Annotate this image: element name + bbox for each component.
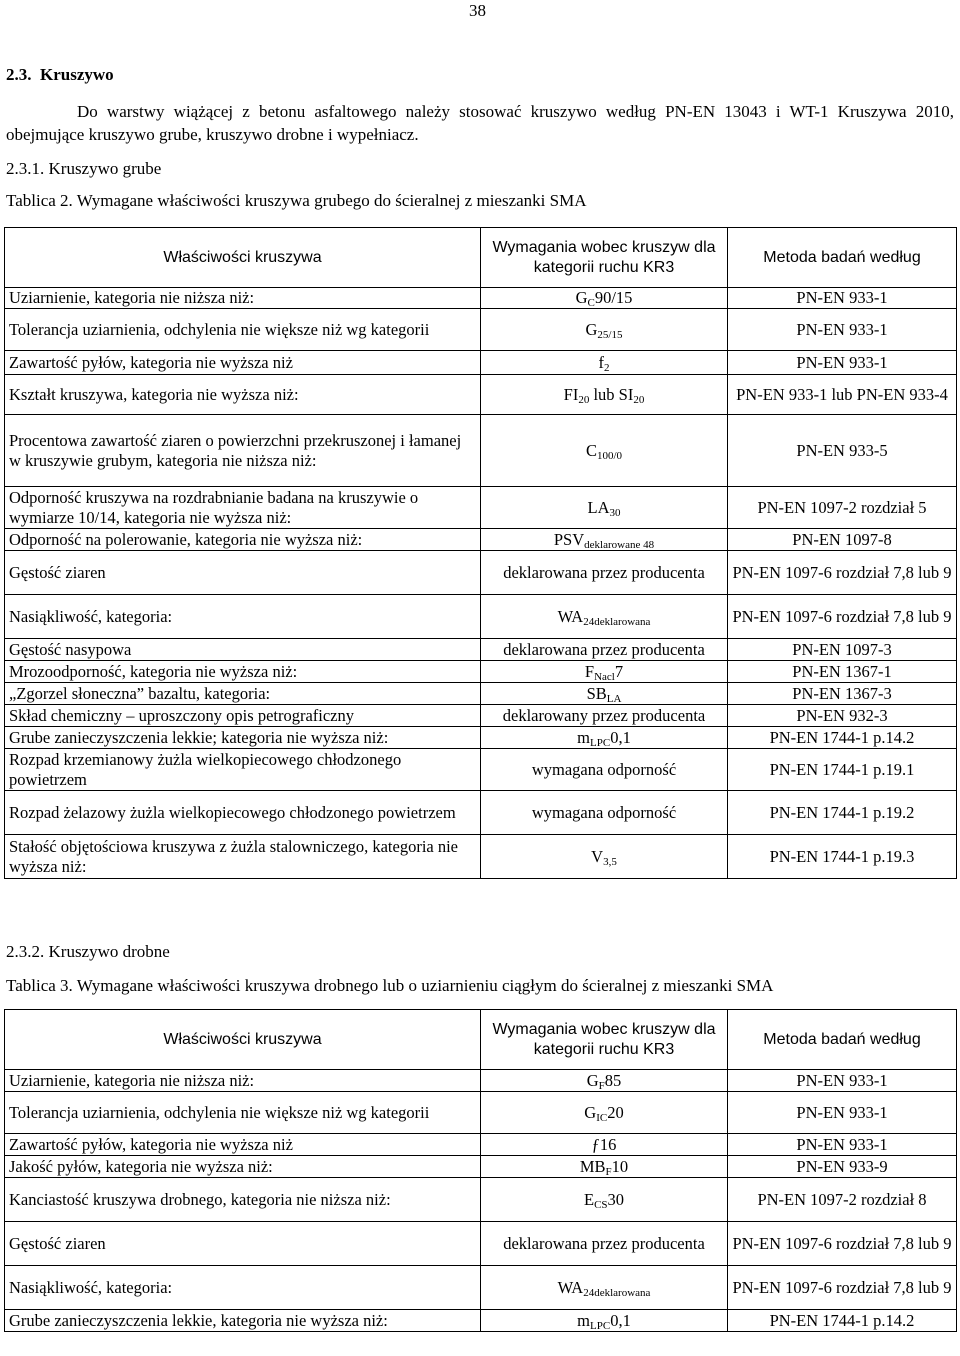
requirement-req-main: deklarowana przez producenta (503, 1233, 705, 1253)
method-cell: PN-EN 933-5 (728, 415, 957, 487)
table-row (5, 309, 957, 351)
requirement-cell (481, 375, 728, 415)
requirement-req-tail: 0,1 (610, 727, 631, 747)
requirement-cell (481, 705, 728, 727)
requirement-req-main: LA (587, 497, 610, 517)
requirement-req-sub: 20 (578, 393, 590, 406)
requirement-req-sub: LPC (590, 736, 611, 749)
requirement-req-sub: 30 (609, 506, 621, 519)
table-row (5, 375, 957, 415)
subsection-fine-heading (6, 941, 170, 963)
table-row (5, 1310, 957, 1332)
method-cell: PN-EN 1097-2 rozdział 5 (728, 487, 957, 529)
property-cell: Gęstość ziaren (5, 551, 481, 595)
method-cell: PN-EN 932-3 (728, 705, 957, 727)
requirement-cell (481, 551, 728, 595)
method-cell: PN-EN 1097-6 rozdział 7,8 lub 9 (728, 551, 957, 595)
table-row (5, 487, 957, 529)
requirement-cell (481, 1156, 728, 1178)
table-3-caption: Tablica 3. Wymagane właściwości kruszywa drobnego lub o uziarnieniu ciągłym do ścieralnej z mieszanki SMA (6, 976, 774, 995)
property-cell: „Zgorzel słoneczna” bazaltu, kategoria: (5, 683, 481, 705)
requirement-req-sub2: 20 (633, 393, 645, 406)
section-number: 2.3. (6, 65, 32, 84)
property-cell: Stałość objętościowa kruszywa z żużla stalowniczego, kategoria nie wyższa niż: (5, 835, 481, 879)
table-row (5, 1092, 957, 1134)
property-cell: Uziarnienie, kategoria nie niższa niż: (5, 288, 481, 309)
requirement-req-sub: IC (596, 1111, 608, 1124)
table-row (5, 1266, 957, 1310)
requirement-req-main: G (584, 1102, 597, 1122)
property-cell: Tolerancja uziarnienia, odchylenia nie większe niż wg kategorii (5, 309, 481, 351)
header-method: Metoda badań według (728, 1010, 957, 1070)
coarse-aggregate-table (4, 227, 957, 879)
requirement-req-main: deklarowana przez producenta (503, 562, 705, 582)
header-requirement: Wymagania wobec kruszyw dla kategorii ruchu KR3 (481, 1010, 728, 1070)
requirement-req-main: deklarowana przez producenta (503, 639, 705, 659)
table-row (5, 1156, 957, 1178)
requirement-req-main: ƒ16 (591, 1134, 617, 1154)
requirement-req-sub: F (598, 1079, 605, 1092)
subsection-number: 2.3.1. (6, 159, 45, 178)
method-cell: PN-EN 933-9 (728, 1156, 957, 1178)
requirement-req-sub: 100/0 (596, 449, 623, 462)
table-row (5, 727, 957, 749)
property-cell: Procentowa zawartość ziaren o powierzchni przekruszonej i łamanej w kruszywie grubym, kategoria nie niższa niż: (5, 415, 481, 487)
property-cell: Skład chemiczny – uproszczony opis petrograficzny (5, 705, 481, 727)
method-cell: PN-EN 1097-2 rozdział 8 (728, 1178, 957, 1222)
method-cell: PN-EN 933-1 (728, 1070, 957, 1092)
requirement-req-sub: Nacl (594, 670, 615, 683)
requirement-req-main: m (577, 727, 591, 747)
requirement-req-main: G (586, 1070, 599, 1090)
requirement-req-main: WA (557, 606, 584, 626)
requirement-req-tail: 0,1 (610, 1310, 631, 1330)
requirement-req-tail: 85 (604, 1070, 622, 1090)
method-cell: PN-EN 1744-1 p.14.2 (728, 727, 957, 749)
table-row (5, 705, 957, 727)
table-row (5, 791, 957, 835)
requirement-req-tail: lub SI (589, 384, 634, 404)
property-cell: Odporność na polerowanie, kategoria nie wyższa niż: (5, 529, 481, 551)
requirement-req-tail: 30 (607, 1189, 625, 1209)
requirement-cell (481, 749, 728, 791)
section-title: Kruszywo (40, 65, 114, 84)
header-requirement: Wymagania wobec kruszyw dla kategorii ruchu KR3 (481, 228, 728, 288)
method-cell: PN-EN 933-1 lub PN-EN 933-4 (728, 375, 957, 415)
method-cell: PN-EN 1367-3 (728, 683, 957, 705)
requirement-cell (481, 1266, 728, 1310)
requirement-req-main: FI (563, 384, 579, 404)
requirement-req-main: PSV (553, 529, 585, 549)
method-cell: PN-EN 1097-3 (728, 639, 957, 661)
requirement-req-main: G (575, 288, 588, 307)
table-row (5, 1134, 957, 1156)
property-cell: Zawartość pyłów, kategoria nie wyższa niż (5, 1134, 481, 1156)
requirement-cell (481, 487, 728, 529)
table-row (5, 415, 957, 487)
fine-aggregate-table (4, 1009, 957, 1332)
table-row (5, 1070, 957, 1092)
requirement-req-sub: C (587, 297, 595, 309)
property-cell: Gęstość nasypowa (5, 639, 481, 661)
table-row (5, 595, 957, 639)
property-cell: Kształt kruszywa, kategoria nie wyższa niż: (5, 375, 481, 415)
page-number: 38 (469, 1, 486, 20)
requirement-cell (481, 595, 728, 639)
requirement-req-main: V (591, 846, 604, 866)
method-cell: PN-EN 1744-1 p.19.2 (728, 791, 957, 835)
subsection-coarse-heading (6, 158, 161, 180)
table-row (5, 661, 957, 683)
requirement-cell (481, 1310, 728, 1332)
requirement-req-sub: CS (594, 1198, 608, 1211)
method-cell: PN-EN 933-1 (728, 1134, 957, 1156)
property-cell: Kanciastość kruszywa drobnego, kategoria nie niższa niż: (5, 1178, 481, 1222)
requirement-req-sub: deklarowane 48 (584, 538, 655, 551)
table-row (5, 529, 957, 551)
method-cell: PN-EN 1744-1 p.14.2 (728, 1310, 957, 1332)
requirement-cell (481, 351, 728, 375)
requirement-cell (481, 1178, 728, 1222)
property-cell: Grube zanieczyszczenia lekkie, kategoria nie wyższa niż: (5, 1310, 481, 1332)
requirement-req-sub: 3,5 (603, 855, 617, 868)
table-row (5, 1178, 957, 1222)
property-cell: Zawartość pyłów, kategoria nie wyższa niż (5, 351, 481, 375)
table-2-caption: Tablica 2. Wymagane właściwości kruszywa grubego do ścieralnej z mieszanki SMA (6, 191, 587, 210)
requirement-cell (481, 309, 728, 351)
requirement-req-tail: 20 (607, 1102, 624, 1122)
subsection-title: Kruszywo drobne (48, 942, 170, 961)
method-cell: PN-EN 1097-6 rozdział 7,8 lub 9 (728, 1266, 957, 1310)
intro-paragraph: Do warstwy wiążącej z betonu asfaltowego należy stosować kruszywo według PN-EN 13043 i WT-1 Kruszywa 2010, obejmujące kruszywo grube, kruszywo drobne i wypełniacz. (6, 102, 954, 144)
header-method: Metoda badań według (728, 228, 957, 288)
requirement-req-main: F (584, 661, 595, 681)
table-row (5, 351, 957, 375)
header-property: Właściwości kruszywa (5, 228, 481, 288)
property-cell: Mrozoodporność, kategoria nie wyższa niż: (5, 661, 481, 683)
requirement-cell (481, 639, 728, 661)
table-row (5, 1222, 957, 1266)
requirement-req-sub: 25/15 (597, 328, 623, 341)
requirement-req-sub: LA (606, 692, 622, 705)
section-heading (6, 64, 114, 86)
requirement-cell (481, 415, 728, 487)
requirement-cell (481, 1092, 728, 1134)
requirement-req-main: SB (586, 683, 607, 703)
requirement-cell (481, 835, 728, 879)
table-row (5, 683, 957, 705)
property-cell: Jakość pyłów, kategoria nie wyższa niż: (5, 1156, 481, 1178)
requirement-req-sub: 2 (604, 361, 610, 374)
requirement-req-main: MB (579, 1156, 606, 1176)
requirement-cell (481, 1070, 728, 1092)
requirement-cell (481, 1222, 728, 1266)
method-cell: PN-EN 1367-1 (728, 661, 957, 683)
requirement-req-sub: F (605, 1165, 612, 1178)
method-cell: PN-EN 1097-6 rozdział 7,8 lub 9 (728, 595, 957, 639)
requirement-req-tail: 10 (611, 1156, 629, 1176)
table-row (5, 835, 957, 879)
method-cell: PN-EN 933-1 (728, 351, 957, 375)
property-cell: Nasiąkliwość, kategoria: (5, 1266, 481, 1310)
method-cell: PN-EN 933-1 (728, 288, 957, 309)
requirement-req-main: m (577, 1310, 591, 1330)
method-cell: PN-EN 933-1 (728, 1092, 957, 1134)
property-cell: Grube zanieczyszczenia lekkie; kategoria nie wyższa niż: (5, 727, 481, 749)
subsection-title: Kruszywo grube (48, 159, 162, 178)
requirement-req-main: E (583, 1189, 595, 1209)
requirement-cell (481, 288, 728, 309)
requirement-req-main: C (585, 440, 597, 460)
requirement-cell (481, 661, 728, 683)
requirement-cell (481, 529, 728, 551)
requirement-req-main: WA (557, 1277, 584, 1297)
requirement-req-sub: 24deklarowana (583, 615, 651, 628)
method-cell: PN-EN 1097-6 rozdział 7,8 lub 9 (728, 1222, 957, 1266)
table-row (5, 551, 957, 595)
method-cell: PN-EN 1744-1 p.19.3 (728, 835, 957, 879)
method-cell: PN-EN 1744-1 p.19.1 (728, 749, 957, 791)
property-cell: Gęstość ziaren (5, 1222, 481, 1266)
requirement-req-tail: 7 (614, 661, 624, 681)
subsection-number: 2.3.2. (6, 942, 45, 961)
method-cell: PN-EN 933-1 (728, 309, 957, 351)
table-row (5, 639, 957, 661)
requirement-req-tail: 90/15 (594, 288, 633, 307)
requirement-req-sub: 24deklarowana (583, 1286, 651, 1299)
property-cell: Nasiąkliwość, kategoria: (5, 595, 481, 639)
requirement-cell (481, 727, 728, 749)
requirement-cell (481, 683, 728, 705)
requirement-req-main: wymagana odporność (531, 759, 677, 779)
requirement-cell (481, 1134, 728, 1156)
property-cell: Uziarnienie, kategoria nie niższa niż: (5, 1070, 481, 1092)
property-cell: Rozpad żelazowy żużla wielkopiecowego chłodzonego powietrzem (5, 791, 481, 835)
header-property: Właściwości kruszywa (5, 1010, 481, 1070)
requirement-req-main: f (598, 352, 604, 372)
requirement-req-main: G (585, 319, 598, 339)
property-cell: Rozpad krzemianowy żużla wielkopiecowego chłodzonego powietrzem (5, 749, 481, 791)
method-cell: PN-EN 1097-8 (728, 529, 957, 551)
requirement-req-main: wymagana odporność (531, 802, 677, 822)
property-cell: Odporność kruszywa na rozdrabnianie badana na kruszywie o wymiarze 10/14, kategoria nie wyższa niż: (5, 487, 481, 529)
requirement-cell (481, 791, 728, 835)
property-cell: Tolerancja uziarnienia, odchylenia nie większe niż wg kategorii (5, 1092, 481, 1134)
requirement-req-main: deklarowany przez producenta (502, 705, 706, 725)
table-row (5, 288, 957, 309)
requirement-req-sub: LPC (590, 1319, 611, 1332)
table-row (5, 749, 957, 791)
